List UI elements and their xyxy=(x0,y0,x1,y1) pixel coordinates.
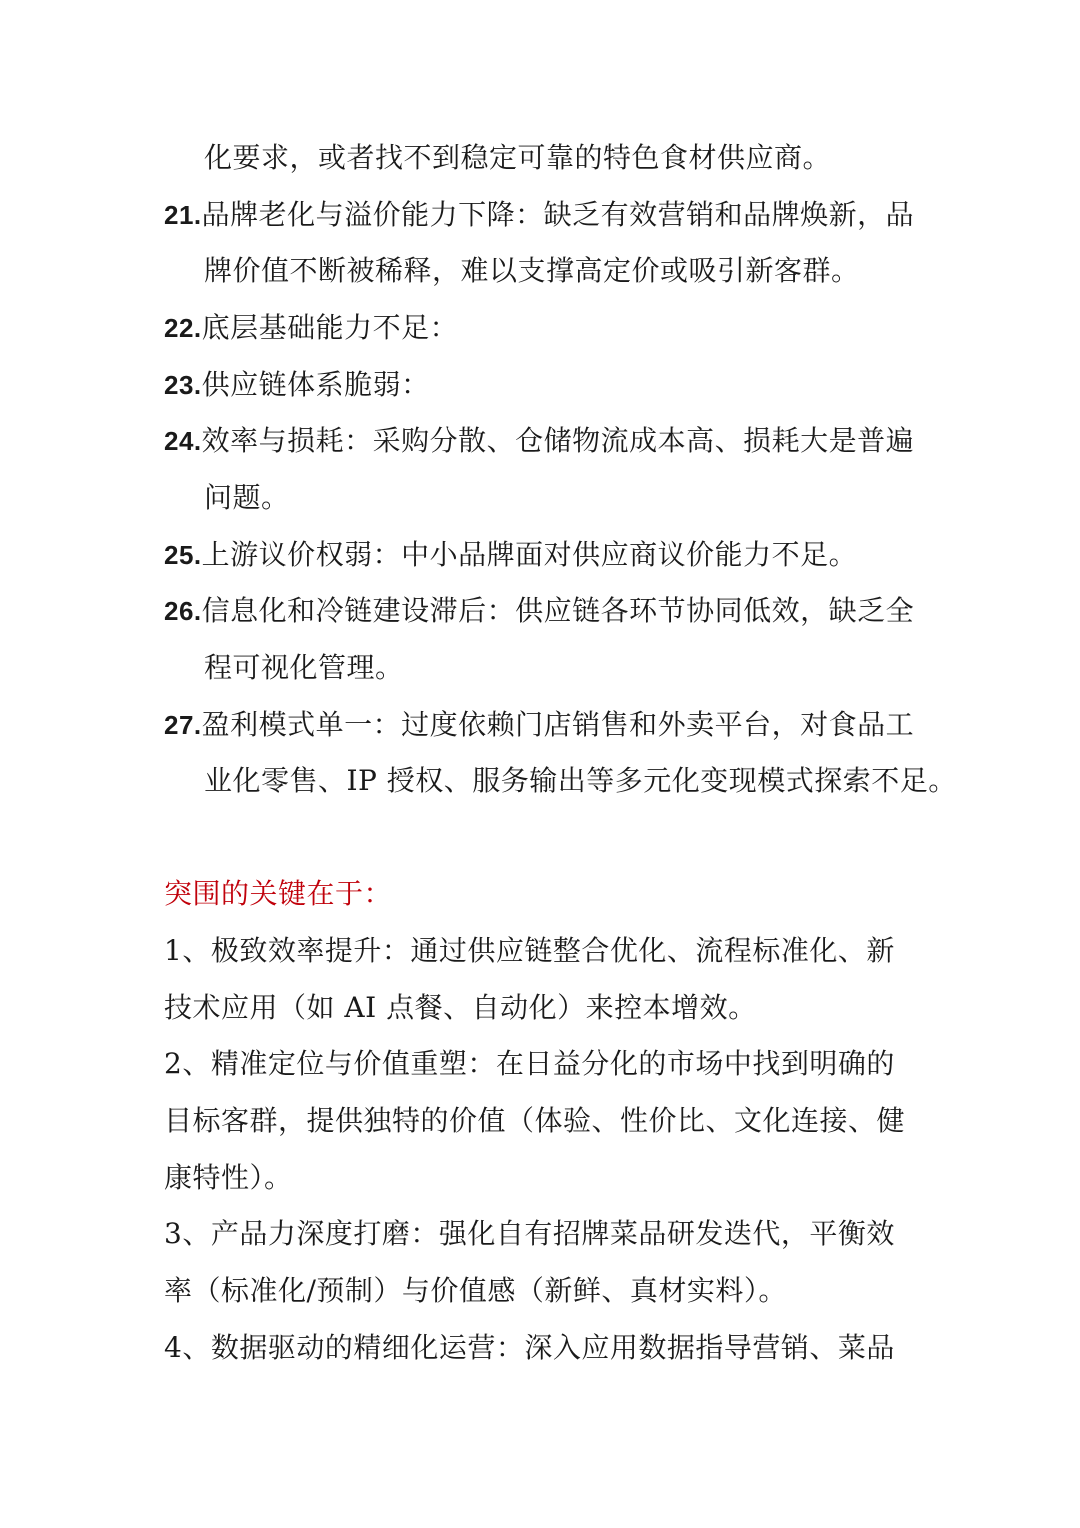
list-item-24 xyxy=(164,421,914,461)
key-point-1-line1: 1、极致效率提升：通过供应链整合优化、流程标准化、新 xyxy=(164,934,895,967)
item-text: 上游议价权弱：中小品牌面对供应商议价能力不足。 xyxy=(201,538,858,571)
list-item-26 xyxy=(164,591,914,631)
key-point-2-line1: 2、精准定位与价值重塑：在日益分化的市场中找到明确的 xyxy=(164,1047,895,1080)
item-number: 22. xyxy=(164,313,202,343)
item-number: 26. xyxy=(164,596,202,626)
list-item-27-line2: 业化零售、IP 授权、服务输出等多元化变现模式探索不足。 xyxy=(204,764,957,797)
section-heading: 突围的关键在于： xyxy=(164,877,393,910)
list-item-27 xyxy=(164,705,914,745)
list-item-22 xyxy=(164,308,458,348)
key-point-2-line3: 康特性）。 xyxy=(164,1161,293,1194)
list-item-24-line2: 问题。 xyxy=(204,481,290,514)
item-number: 25. xyxy=(164,540,202,570)
item-number: 27. xyxy=(164,710,202,740)
key-point-1-line2: 技术应用（如 AI 点餐、自动化）来控本增效。 xyxy=(164,991,757,1024)
list-item-21-line2: 牌价值不断被稀释，难以支撑高定价或吸引新客群。 xyxy=(204,254,860,287)
key-point-3-line2: 率（标准化/预制）与价值感（新鲜、真材实料）。 xyxy=(164,1274,787,1307)
item-text: 效率与损耗：采购分散、仓储物流成本高、损耗大是普遍 xyxy=(201,424,915,457)
list-item-23 xyxy=(164,365,430,405)
key-point-2-line2: 目标客群，提供独特的价值（体验、性价比、文化连接、健 xyxy=(164,1104,906,1137)
list-item-25 xyxy=(164,535,857,575)
item-text: 底层基础能力不足： xyxy=(201,311,459,344)
key-point-4-line1: 4、数据驱动的精细化运营：深入应用数据指导营销、菜品 xyxy=(164,1331,895,1364)
item-text: 品牌老化与溢价能力下降：缺乏有效营销和品牌焕新，品 xyxy=(201,198,915,231)
item-20-continuation: 化要求，或者找不到稳定可靠的特色食材供应商。 xyxy=(204,141,832,174)
item-number: 21. xyxy=(164,200,202,230)
item-number: 23. xyxy=(164,370,202,400)
list-item-26-line2: 程可视化管理。 xyxy=(204,651,404,684)
item-text: 盈利模式单一：过度依赖门店销售和外卖平台，对食品工 xyxy=(201,708,915,741)
key-point-3-line1: 3、产品力深度打磨：强化自有招牌菜品研发迭代，平衡效 xyxy=(164,1217,895,1250)
item-number: 24. xyxy=(164,426,202,456)
item-text: 信息化和冷链建设滞后：供应链各环节协同低效，缺乏全 xyxy=(201,594,915,627)
item-text: 供应链体系脆弱： xyxy=(201,368,430,401)
list-item-21 xyxy=(164,195,914,235)
